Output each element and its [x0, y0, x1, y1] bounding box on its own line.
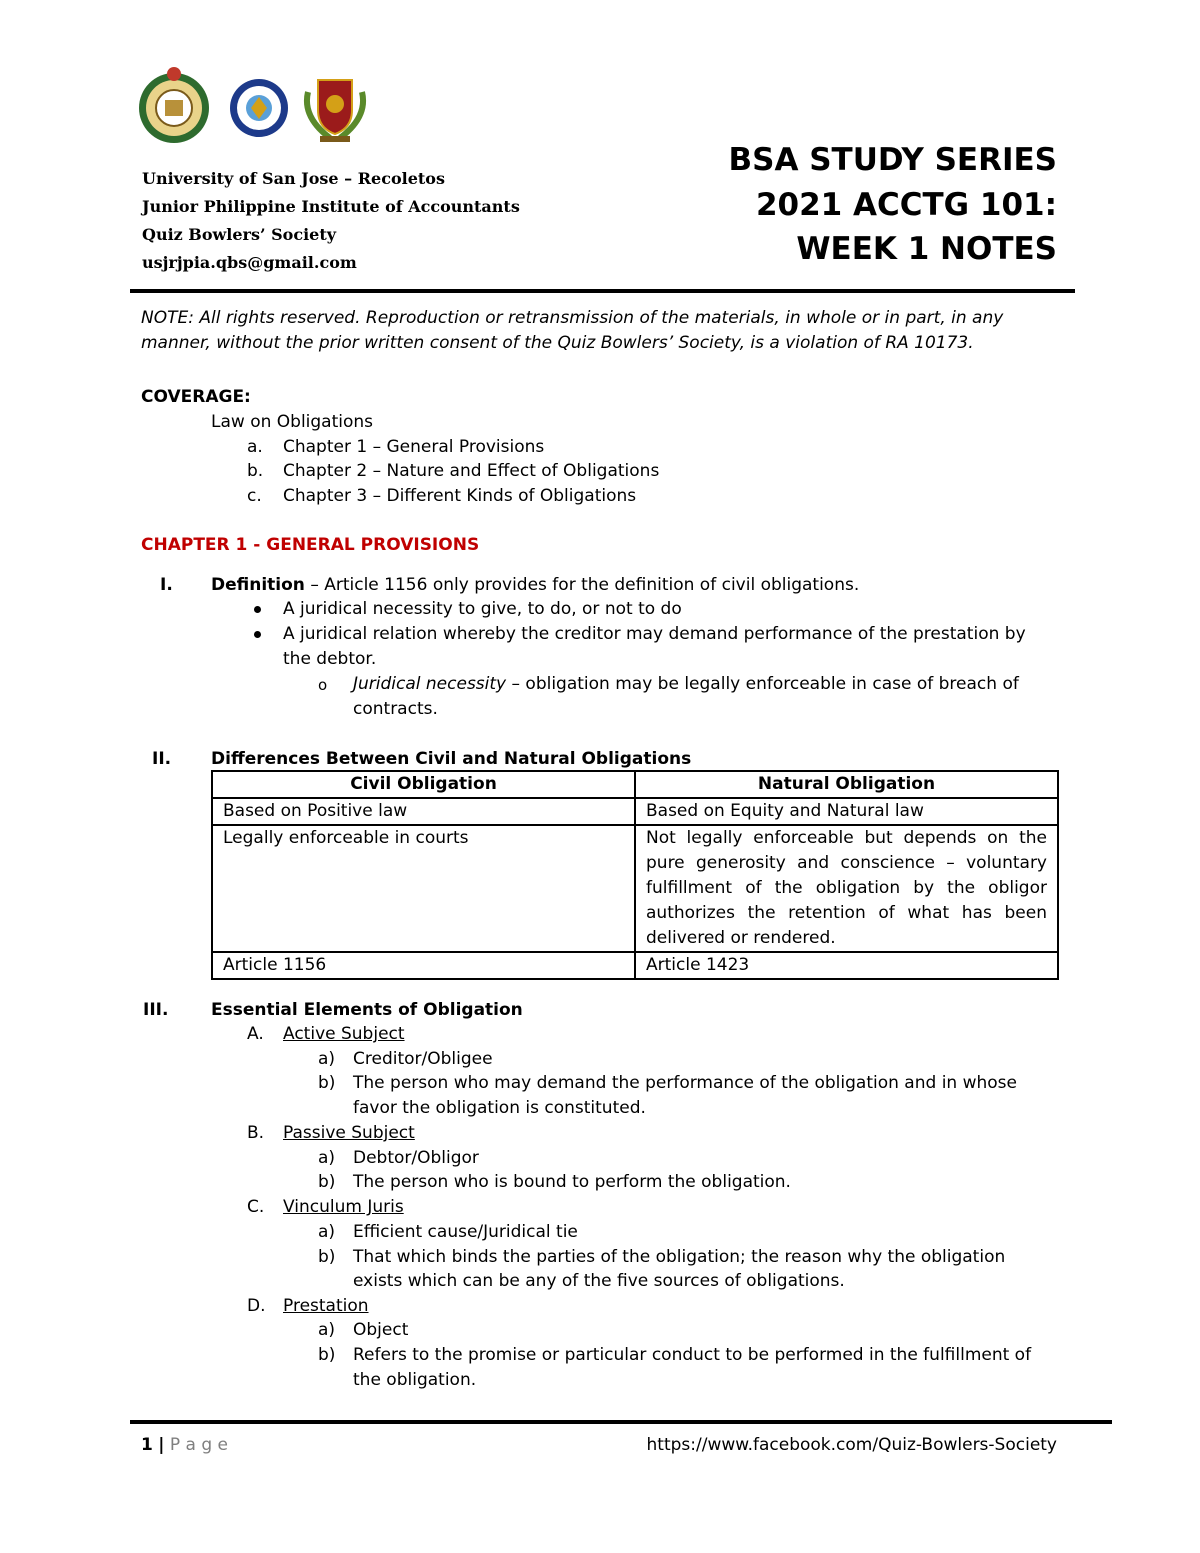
university-seal-logo: [135, 64, 213, 144]
section-1-heading: [211, 573, 859, 597]
element-a-item-b-line-1: The person who may demand the performance of the obligation and in whose: [353, 1073, 1017, 1093]
university-name: University of San Jose – Recoletos: [142, 169, 445, 188]
facebook-link[interactable]: https://www.facebook.com/Quiz-Bowlers-Society: [646, 1435, 1057, 1455]
table-header-civil: Civil Obligation: [212, 771, 635, 798]
chapter-heading: CHAPTER 1 - GENERAL PROVISIONS: [141, 535, 480, 555]
element-a-item-a: Creditor/Obligee: [353, 1049, 493, 1069]
jpia-name: Junior Philippine Institute of Accountants: [142, 197, 520, 216]
section-2-title: Differences Between Civil and Natural Obligations: [211, 749, 692, 769]
table-row: [212, 798, 1058, 825]
obligations-comparison-table: [211, 770, 1059, 980]
note-line-1: NOTE: All rights reserved. Reproduction or retransmission of the materials, in whole or in part, in any: [141, 308, 1004, 328]
juridical-necessity-term: Juridical necessity: [353, 674, 507, 694]
section-3-numeral: III.: [143, 1000, 169, 1020]
doc-title-line-2: 2021 ACCTG 101:: [755, 187, 1057, 223]
page-number: 1: [141, 1435, 153, 1455]
marker-a: a): [318, 1320, 336, 1340]
definition-bullet-2-line-2: the debtor.: [283, 649, 377, 669]
element-b-item-b: The person who is bound to perform the obligation.: [353, 1172, 791, 1192]
juridical-necessity-line-1: [353, 672, 1019, 696]
element-b-label: Passive Subject: [283, 1123, 415, 1143]
coverage-subject: Law on Obligations: [211, 412, 374, 432]
contact-email: usjrjpia.qbs@gmail.com: [142, 253, 357, 272]
section-1-term: Definition: [211, 575, 305, 595]
coverage-marker-a: a.: [247, 437, 263, 457]
coverage-item-b: Chapter 2 – Nature and Effect of Obligations: [283, 461, 660, 481]
juridical-necessity-line-2: contracts.: [353, 699, 438, 719]
table-header-natural: Natural Obligation: [635, 771, 1058, 798]
element-c-marker: C.: [247, 1197, 265, 1217]
page-label: P a g e: [169, 1435, 229, 1455]
coverage-heading: COVERAGE:: [141, 387, 251, 407]
element-a-marker: A.: [247, 1024, 264, 1044]
element-d-item-b-line-2: the obligation.: [353, 1370, 477, 1390]
doc-title-line-3: WEEK 1 NOTES: [796, 231, 1057, 267]
marker-b: b): [318, 1172, 336, 1192]
table-row: [212, 952, 1058, 979]
section-3-title: Essential Elements of Obligation: [211, 1000, 523, 1020]
marker-a: a): [318, 1049, 336, 1069]
bullet-dot: [254, 606, 261, 613]
qbs-crest-logo: [300, 72, 370, 146]
element-d-item-a: Object: [353, 1320, 409, 1340]
footer-page-info: [141, 1433, 228, 1457]
definition-bullet-2-line-1: A juridical relation whereby the creditor may demand performance of the prestation by: [283, 624, 1026, 644]
society-name: Quiz Bowlers’ Society: [142, 225, 337, 244]
note-line-2: manner, without the prior written consent of the Quiz Bowlers’ Society, is a violation of RA 10173.: [141, 333, 974, 353]
element-d-item-b-line-1: Refers to the promise or particular conduct to be performed in the fulfillment of: [353, 1345, 1032, 1365]
element-b-marker: B.: [247, 1123, 265, 1143]
coverage-item-c: Chapter 3 – Different Kinds of Obligations: [283, 486, 637, 506]
element-d-marker: D.: [247, 1296, 266, 1316]
definition-bullet-1: A juridical necessity to give, to do, or not to do: [283, 599, 682, 619]
element-d-label: Prestation: [283, 1296, 369, 1316]
element-a-item-b-line-2: favor the obligation is constituted.: [353, 1098, 646, 1118]
table-cell: Article 1423: [635, 952, 1058, 979]
marker-a: a): [318, 1148, 336, 1168]
element-c-item-b-line-1: That which binds the parties of the obligation; the reason why the obligation: [353, 1247, 1006, 1267]
element-c-item-b-line-2: exists which can be any of the five sources of obligations.: [353, 1271, 845, 1291]
table-header-row: [212, 771, 1058, 798]
table-cell: Article 1156: [212, 952, 635, 979]
table-row: [212, 825, 1058, 952]
table-cell: Based on Positive law: [212, 798, 635, 825]
table-cell: Legally enforceable in courts: [212, 825, 635, 952]
section-1-numeral: I.: [160, 575, 173, 595]
doc-title-line-1: BSA STUDY SERIES: [728, 142, 1057, 178]
header-divider: [130, 289, 1075, 293]
element-a-label: Active Subject: [283, 1024, 405, 1044]
section-1-rest: – Article 1156 only provides for the definition of civil obligations.: [304, 575, 860, 595]
element-c-item-a: Efficient cause/Juridical tie: [353, 1222, 578, 1242]
coverage-marker-b: b.: [247, 461, 264, 481]
bullet-dot: [254, 631, 261, 638]
table-cell: Not legally enforceable but depends on the pure generosity and conscience – voluntary fulfillment of the obligation by the obligor authorizes the retention of what has been delivered or rendered.: [635, 825, 1058, 952]
marker-b: b): [318, 1247, 336, 1267]
coverage-item-a: Chapter 1 – General Provisions: [283, 437, 545, 457]
element-b-item-a: Debtor/Obligor: [353, 1148, 479, 1168]
marker-a: a): [318, 1222, 336, 1242]
element-c-label: Vinculum Juris: [283, 1197, 404, 1217]
marker-b: b): [318, 1073, 336, 1093]
jpia-seal-logo: [229, 75, 289, 141]
page-separator: |: [158, 1435, 165, 1455]
juridical-necessity-rest: – obligation may be legally enforceable in case of breach of: [506, 674, 1019, 694]
section-2-numeral: II.: [152, 749, 172, 769]
coverage-marker-c: c.: [247, 486, 262, 506]
table-cell: Based on Equity and Natural law: [635, 798, 1058, 825]
sub-bullet-marker: o: [318, 676, 328, 694]
footer-divider: [130, 1420, 1112, 1424]
marker-b: b): [318, 1345, 336, 1365]
org-block: [142, 165, 520, 277]
